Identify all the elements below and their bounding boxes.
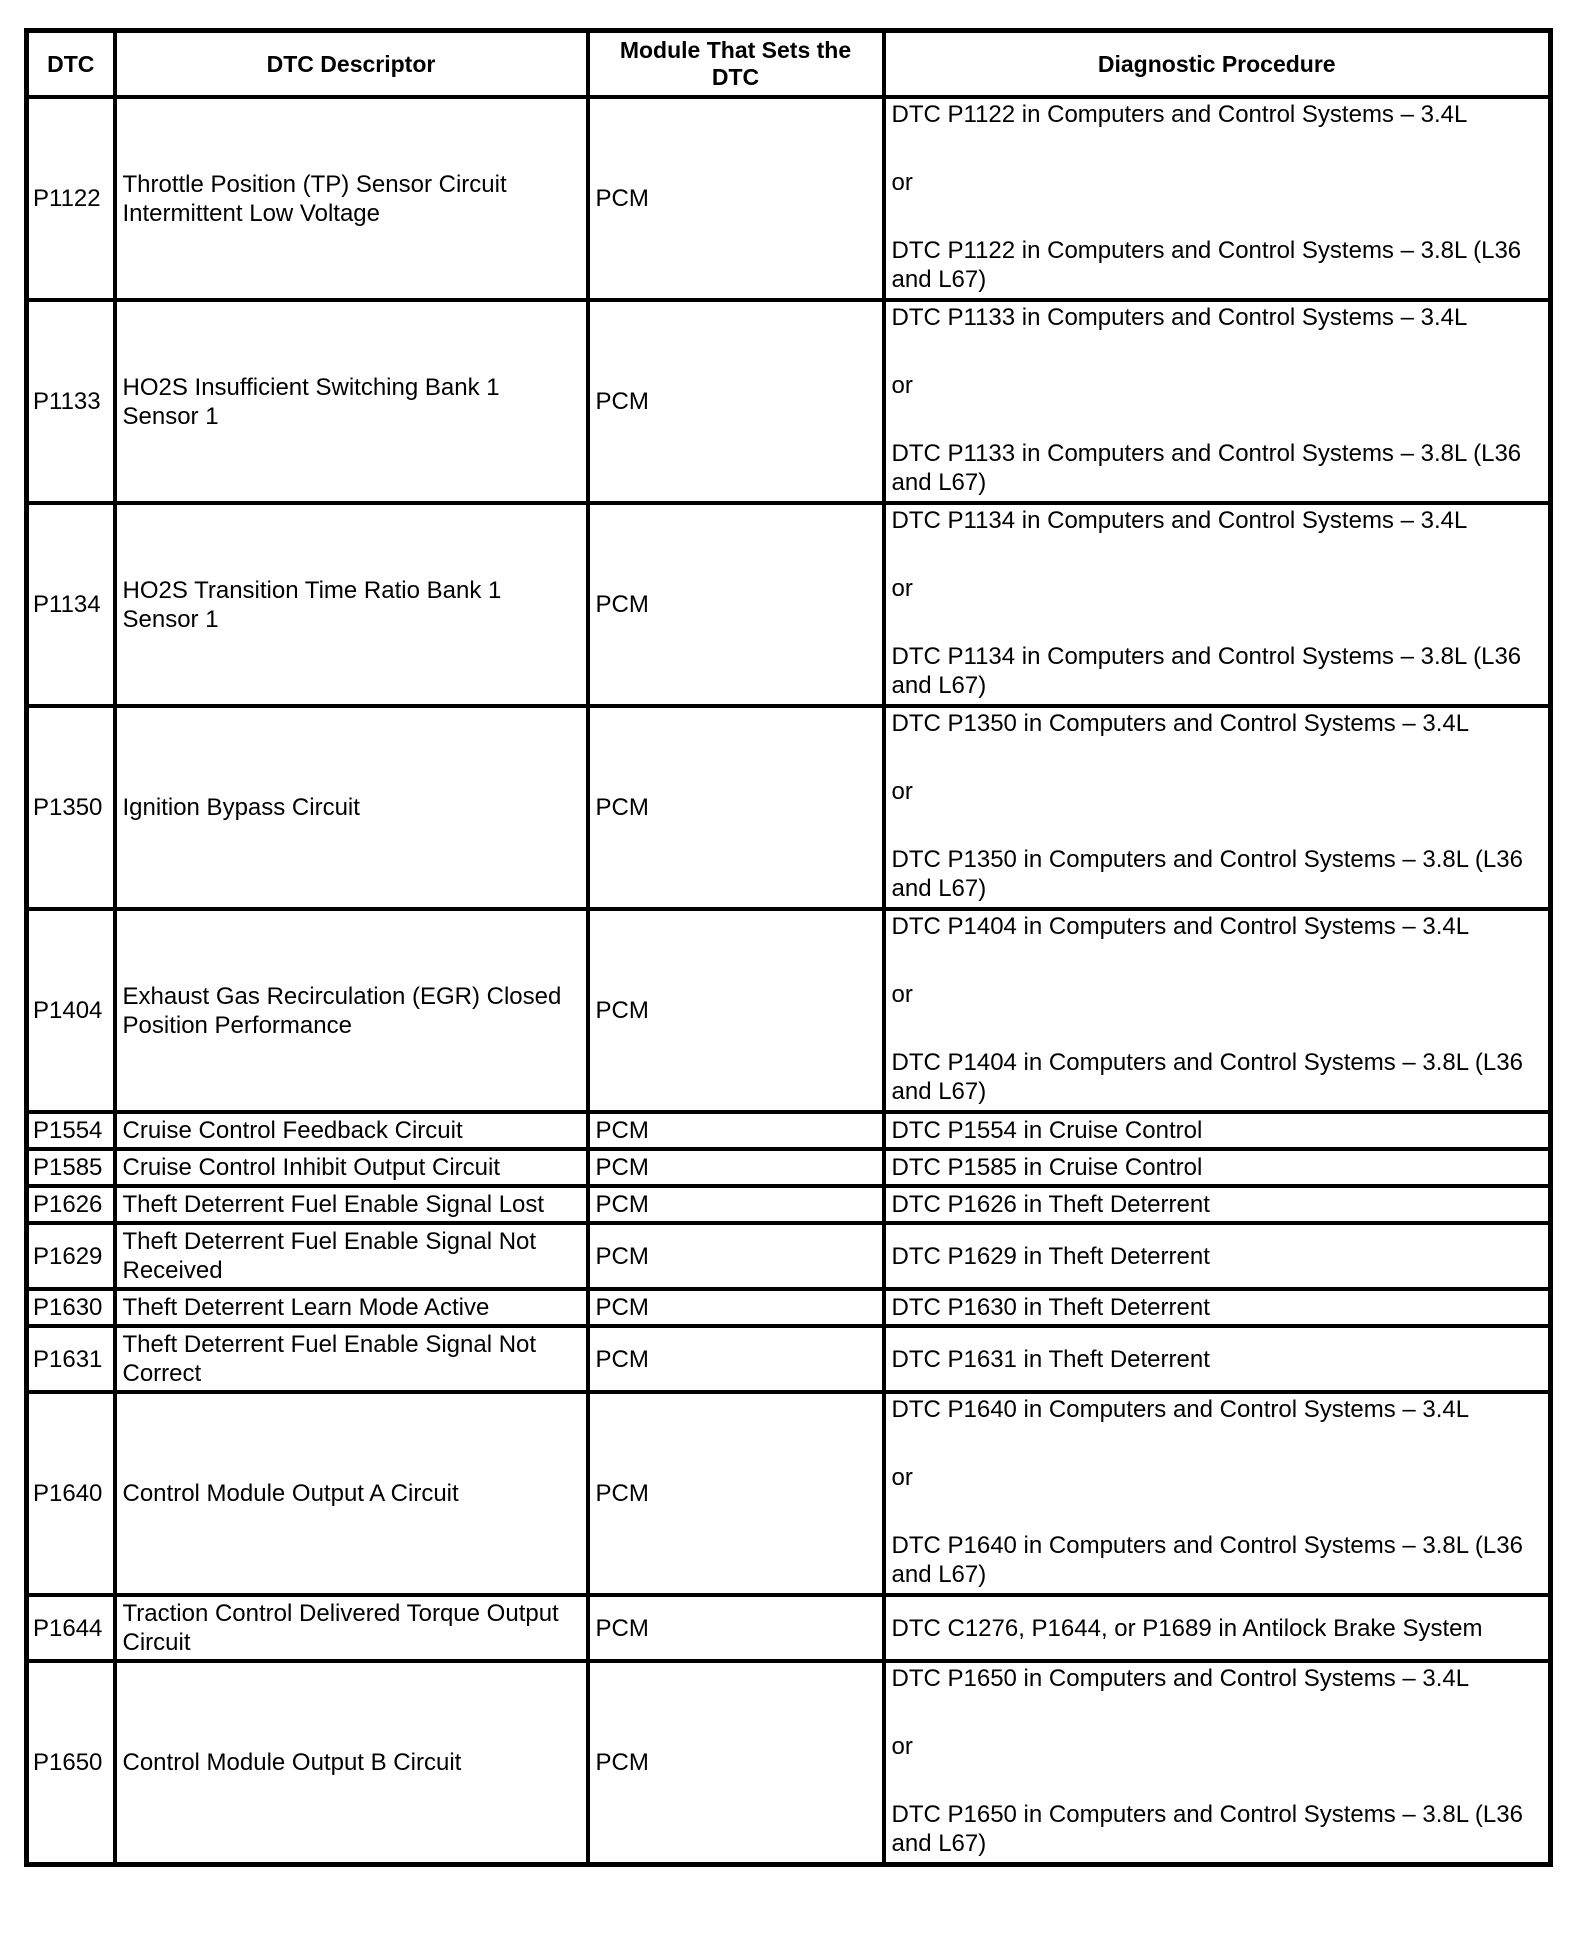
dtc-code: P1631 bbox=[27, 1326, 115, 1392]
table-row bbox=[27, 1289, 1551, 1326]
dtc-code: P1640 bbox=[27, 1392, 115, 1595]
dtc-code: P1554 bbox=[27, 1112, 115, 1149]
procedure-or: or bbox=[891, 169, 913, 196]
table-row bbox=[27, 1223, 1551, 1289]
procedure-or: or bbox=[891, 981, 913, 1008]
diagnostic-procedure bbox=[884, 300, 1551, 503]
procedure-link[interactable]: DTC P1640 in Computers and Control Systems – 3.4L bbox=[891, 1396, 1470, 1423]
dtc-descriptor: Theft Deterrent Fuel Enable Signal Not Correct bbox=[115, 1326, 588, 1392]
procedure-or: or bbox=[891, 778, 913, 805]
dtc-module: PCM bbox=[588, 1112, 884, 1149]
table-row bbox=[27, 503, 1551, 706]
dtc-module: PCM bbox=[588, 503, 884, 706]
diagnostic-procedure[interactable]: DTC P1554 in Cruise Control bbox=[884, 1112, 1551, 1149]
header-descriptor: DTC Descriptor bbox=[115, 31, 588, 98]
dtc-code: P1404 bbox=[27, 909, 115, 1112]
dtc-code: P1122 bbox=[27, 97, 115, 300]
table-row bbox=[27, 1149, 1551, 1186]
dtc-descriptor: Exhaust Gas Recirculation (EGR) Closed Position Performance bbox=[115, 909, 588, 1112]
procedure-link[interactable]: DTC P1650 in Computers and Control Systems – 3.4L bbox=[891, 1665, 1470, 1692]
dtc-code: P1134 bbox=[27, 503, 115, 706]
diagnostic-procedure[interactable]: DTC C1276, P1644, or P1689 in Antilock Brake System bbox=[884, 1595, 1551, 1661]
procedure-link[interactable]: DTC P1134 in Computers and Control Systems – 3.8L (L36 and L67) bbox=[891, 643, 1522, 699]
procedure-link[interactable]: DTC P1134 in Computers and Control Systems – 3.4L bbox=[891, 507, 1468, 534]
dtc-descriptor: Traction Control Delivered Torque Output Circuit bbox=[115, 1595, 588, 1661]
dtc-module: PCM bbox=[588, 1595, 884, 1661]
dtc-module: PCM bbox=[588, 1326, 884, 1392]
dtc-module: PCM bbox=[588, 97, 884, 300]
table-row bbox=[27, 300, 1551, 503]
table-header-row bbox=[27, 31, 1551, 98]
dtc-descriptor: Theft Deterrent Fuel Enable Signal Not Received bbox=[115, 1223, 588, 1289]
dtc-descriptor: Throttle Position (TP) Sensor Circuit Intermittent Low Voltage bbox=[115, 97, 588, 300]
procedure-link[interactable]: DTC P1350 in Computers and Control Systems – 3.4L bbox=[891, 710, 1470, 737]
procedure-or: or bbox=[891, 372, 913, 399]
header-module: Module That Sets the DTC bbox=[588, 31, 884, 98]
procedure-link[interactable]: DTC P1133 in Computers and Control Systems – 3.8L (L36 and L67) bbox=[891, 440, 1522, 496]
dtc-descriptor: Control Module Output B Circuit bbox=[115, 1661, 588, 1865]
diagnostic-procedure bbox=[884, 706, 1551, 909]
diagnostic-procedure bbox=[884, 97, 1551, 300]
dtc-descriptor: HO2S Insufficient Switching Bank 1 Sensor 1 bbox=[115, 300, 588, 503]
procedure-link[interactable]: DTC P1350 in Computers and Control Systems – 3.8L (L36 and L67) bbox=[891, 846, 1523, 902]
table-row bbox=[27, 1661, 1551, 1865]
dtc-code: P1630 bbox=[27, 1289, 115, 1326]
dtc-module: PCM bbox=[588, 1392, 884, 1595]
header-procedure: Diagnostic Procedure bbox=[884, 31, 1551, 98]
diagnostic-procedure bbox=[884, 1661, 1551, 1865]
dtc-descriptor: Cruise Control Inhibit Output Circuit bbox=[115, 1149, 588, 1186]
dtc-module: PCM bbox=[588, 1149, 884, 1186]
procedure-link[interactable]: DTC P1122 in Computers and Control Systems – 3.4L bbox=[891, 101, 1468, 128]
dtc-descriptor: Ignition Bypass Circuit bbox=[115, 706, 588, 909]
dtc-descriptor: Theft Deterrent Fuel Enable Signal Lost bbox=[115, 1186, 588, 1223]
dtc-code: P1350 bbox=[27, 706, 115, 909]
dtc-descriptor: Theft Deterrent Learn Mode Active bbox=[115, 1289, 588, 1326]
dtc-descriptor: Cruise Control Feedback Circuit bbox=[115, 1112, 588, 1149]
dtc-code: P1650 bbox=[27, 1661, 115, 1865]
procedure-link[interactable]: DTC P1640 in Computers and Control Systems – 3.8L (L36 and L67) bbox=[891, 1532, 1523, 1588]
diagnostic-procedure[interactable]: DTC P1626 in Theft Deterrent bbox=[884, 1186, 1551, 1223]
procedure-link[interactable]: DTC P1404 in Computers and Control Systems – 3.8L (L36 and L67) bbox=[891, 1049, 1523, 1105]
table-row bbox=[27, 97, 1551, 300]
dtc-module: PCM bbox=[588, 1186, 884, 1223]
dtc-code: P1133 bbox=[27, 300, 115, 503]
diagnostic-procedure[interactable]: DTC P1629 in Theft Deterrent bbox=[884, 1223, 1551, 1289]
procedure-or: or bbox=[891, 1464, 913, 1491]
dtc-descriptor: Control Module Output A Circuit bbox=[115, 1392, 588, 1595]
procedure-link[interactable]: DTC P1133 in Computers and Control Systems – 3.4L bbox=[891, 304, 1468, 331]
table-row bbox=[27, 1186, 1551, 1223]
dtc-module: PCM bbox=[588, 909, 884, 1112]
dtc-code: P1629 bbox=[27, 1223, 115, 1289]
dtc-module: PCM bbox=[588, 1223, 884, 1289]
table-row bbox=[27, 1595, 1551, 1661]
table-row bbox=[27, 909, 1551, 1112]
diagnostic-procedure bbox=[884, 503, 1551, 706]
table-row bbox=[27, 1112, 1551, 1149]
table-row bbox=[27, 1392, 1551, 1595]
dtc-code: P1626 bbox=[27, 1186, 115, 1223]
dtc-module: PCM bbox=[588, 1661, 884, 1865]
dtc-module: PCM bbox=[588, 1289, 884, 1326]
dtc-module: PCM bbox=[588, 300, 884, 503]
dtc-table bbox=[24, 28, 1553, 1867]
diagnostic-procedure[interactable]: DTC P1630 in Theft Deterrent bbox=[884, 1289, 1551, 1326]
procedure-or: or bbox=[891, 1733, 913, 1760]
header-dtc: DTC bbox=[27, 31, 115, 98]
procedure-link[interactable]: DTC P1404 in Computers and Control Systems – 3.4L bbox=[891, 913, 1470, 940]
procedure-link[interactable]: DTC P1650 in Computers and Control Systems – 3.8L (L36 and L67) bbox=[891, 1801, 1523, 1857]
procedure-or: or bbox=[891, 575, 913, 602]
diagnostic-procedure bbox=[884, 1392, 1551, 1595]
dtc-code: P1644 bbox=[27, 1595, 115, 1661]
diagnostic-procedure[interactable]: DTC P1631 in Theft Deterrent bbox=[884, 1326, 1551, 1392]
diagnostic-procedure[interactable]: DTC P1585 in Cruise Control bbox=[884, 1149, 1551, 1186]
table-row bbox=[27, 1326, 1551, 1392]
diagnostic-procedure bbox=[884, 909, 1551, 1112]
dtc-code: P1585 bbox=[27, 1149, 115, 1186]
procedure-link[interactable]: DTC P1122 in Computers and Control Systems – 3.8L (L36 and L67) bbox=[891, 237, 1522, 293]
dtc-module: PCM bbox=[588, 706, 884, 909]
dtc-descriptor: HO2S Transition Time Ratio Bank 1 Sensor 1 bbox=[115, 503, 588, 706]
table-row bbox=[27, 706, 1551, 909]
